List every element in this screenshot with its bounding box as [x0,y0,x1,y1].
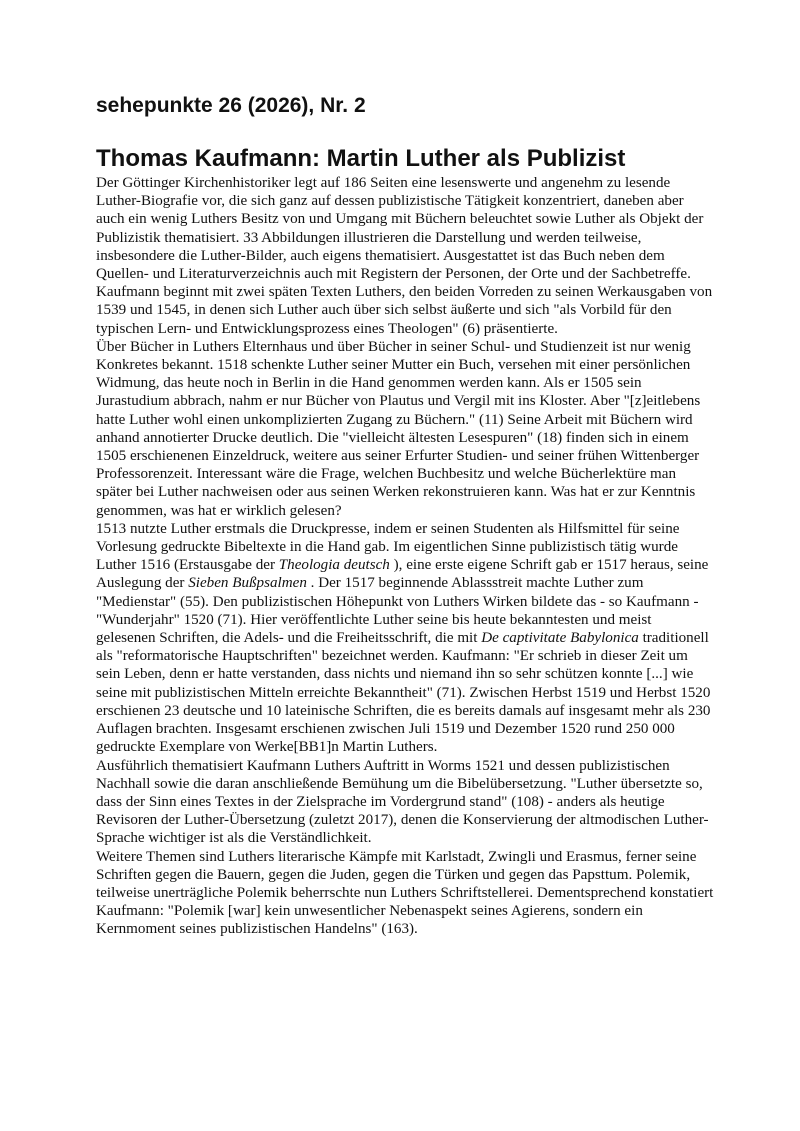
paragraph-3: Über Bücher in Luthers Elternhaus und über Bücher in seiner Schul- und Studienzeit ist nur wenig Konkretes bekannt. 1518 schenkte Luther seiner Mutter ein Buch, versehen mit einer persönlichen Widmung, das heute noch in Berlin in die Hand genommen werden kann. Als er 1505 sein Jurastudium abbrach, nahm er nur Bücher von Plautus und Vergil mit ins Kloster. Aber "[z]eitlebens hatte Luther wohl einen unkomplizierten Zugang zu Büchern." (11) Seine Arbeit mit Büchern wird anhand annotierter Drucke deutlich. Die "vielleicht ältesten Lesespuren" (18) finden sich in einem 1505 erschienenen Einzeldruck, weitere aus seiner Erfurter Studien- und seiner frühen Wittenberger Professorenzeit. Interessant wäre die Frage, welchen Buchbesitz und welche Bücherlektüre man später bei Luther nachweisen oder aus seinen Werken rekonstruieren kann. Was hat er zur Kenntnis genommen, was hat er wirklich gelesen? [96,338,701,519]
paragraph-6: Weitere Themen sind Luthers literarische Kämpfe mit Karlstadt, Zwingli und Erasmus, ferner seine Schriften gegen die Bauern, gegen die Juden, gegen die Türken und gegen das Papsttum. Polemik, teilweise unerträgliche Polemik beherrschte nun Luthers Schriftstellerei. Dementsprechend konstatiert Kaufmann: "Polemik [war] kein unwesentlicher Nebenaspekt seines Agierens, sondern ein Kernmoment seines publizistischen Handelns" (163). [96,848,714,938]
book-title-theologia-deutsch: Theologia deutsch [278,557,390,574]
paragraph-4 [96,520,714,757]
review-title: Thomas Kaufmann: Martin Luther als Publizist [96,145,626,172]
paragraph-4-text-d: traditionell als "reformatorische Hauptschriften" bezeichnet werden. Kaufmann: "Er schrieb in dieser Zeit um sein Leben, denn er hatte verstanden, dass nichts und niemand ihn so sehr schützen konnte [...] wie seine mit publizistischen Mitteln erreichte Bekanntheit" (71). Zwischen Herbst 1519 und Herbst 1520 erschienen 23 deutsche und 10 lateinische Schriften, die es bereits damals auf insgesamt mehr als 230 Auflagen brachten. Insgesamt erschienen zwischen Juli 1519 und Dezember 1520 rund 250 000 gedruckte Exemplare von Werke[BB1]n Martin Luthers. [96,630,711,756]
document-page [96,92,714,939]
paragraph-5: Ausführlich thematisiert Kaufmann Luthers Auftritt in Worms 1521 und dessen publizistischen Nachhall sowie die daran anschließende Bemühung um die Bibelübersetzung. "Luther übersetzte so, dass der Sinn eines Textes in der Zielsprache im Vordergrund stand" (108) - anders als heutige Revisoren der Luther-Übersetzung (zuletzt 2017), denen die Konservierung der altmodischen Luther-Sprache wichtiger ist als die Verständlichkeit. [96,757,709,847]
paragraph-4-text-b: ), eine erste eigene Schrift gab er 1517 heraus, seine Auslegung der [96,557,709,592]
paragraph-4-text-c: . Der 1517 beginnende Ablassstreit machte Luther zum "Medienstar" (55). Den publizistischen Höhepunkt von Luthers Wirken bildete das - so Kaufmann - "Wunderjahr" 1520 (71). Hier veröffentlichte Luther seine bis heute bekanntesten und meist gelesenen Schriften, die Adels- und die Freiheitsschrift, die mit [96,575,699,647]
paragraph-1: Der Göttinger Kirchenhistoriker legt auf 186 Seiten eine lesenswerte und angenehm zu lesende Luther-Biografie vor, die sich ganz auf dessen publizistische Tätigkeit konzentriert, daneben aber auch ein wenig Luthers Besitz von und Umgang mit Büchern beleuchtet sowie Luther als Objekt der Publizistik thematisiert. 33 Abbildungen illustrieren die Darstellung und werden teilweise, insbesondere die Luther-Bilder, auch eigens thematisiert. Ausgestattet ist das Buch neben dem Quellen- und Literaturverzeichnis auch mit Registern der Personen, der Orte und der Sachbetreffe. [96,175,704,283]
journal-issue-heading: sehepunkte 26 (2026), Nr. 2 [96,94,366,117]
paragraph-2: Kaufmann beginnt mit zwei späten Texten Luthers, den beiden Vorreden zu seinen Werkausgaben von 1539 und 1545, in denen sich Luther auch über sich selbst äußerte und sich "als Vorbild für den typischen Lern- und Entwicklungsprozess eines Theologen" (6) präsentierte. [96,284,713,337]
book-title-de-captivitate: De captivitate Babylonica [481,630,639,647]
paragraph-4-text-a: 1513 nutzte Luther erstmals die Druckpresse, indem er seinen Studenten als Hilfsmittel für seine Vorlesung gedruckte Bibeltexte in die Hand gab. Im eigentlichen Sinne publizistisch tätig wurde Luther 1516 (Erstausgabe der [96,520,680,574]
book-title-sieben-busspsalmen: Sieben Bußpsalmen [188,575,307,592]
